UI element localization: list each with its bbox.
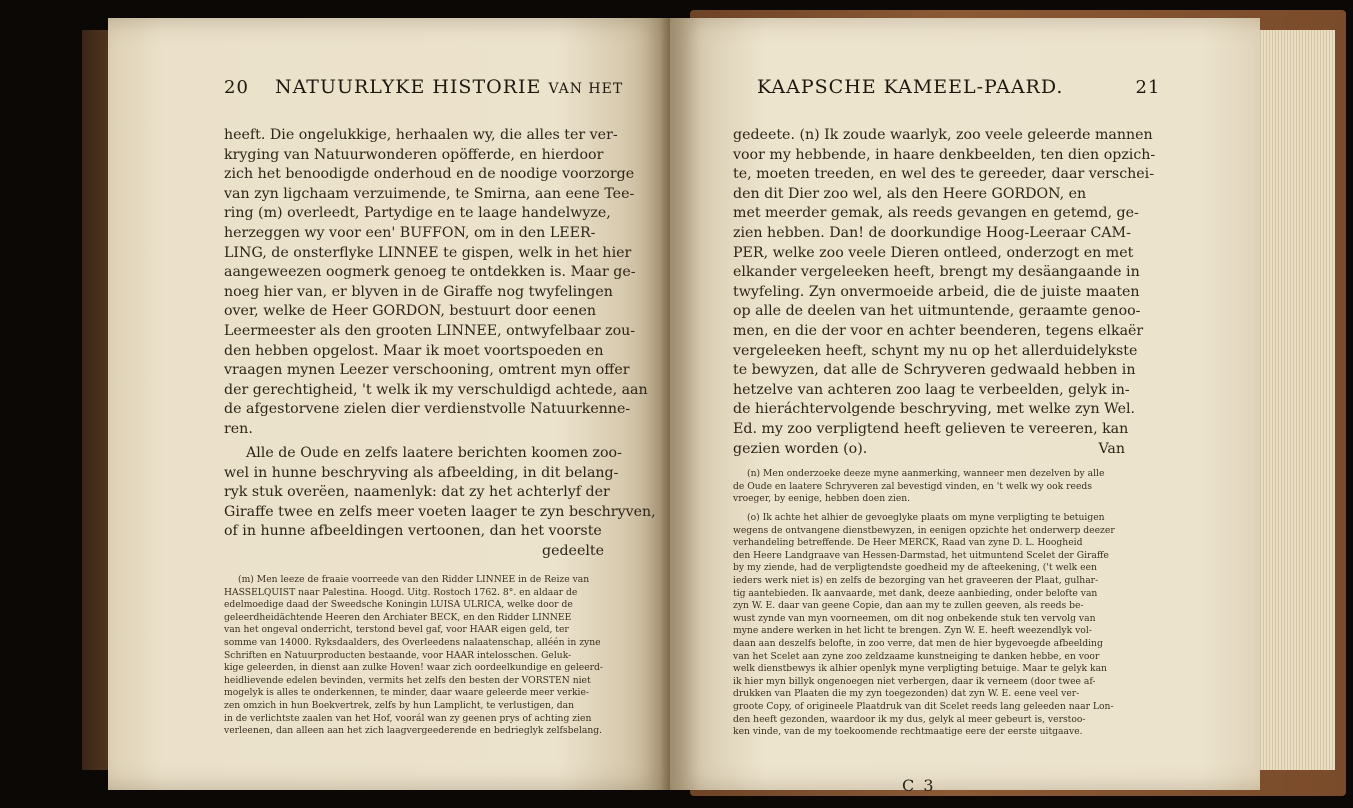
left-body-text — [224, 126, 648, 440]
text-line: PER, welke zoo veele Dieren ontleed, onderzogt en met — [733, 244, 1134, 261]
text-line: op alle de deelen van het uitmuntende, geraamte genoo- — [733, 303, 1141, 320]
text-line: kige geleerden, in dienst aan zulke Hoven! waar zich oordeelkundige en geleerd- — [224, 662, 604, 674]
text-line: den Heere Landgraave van Hessen-Darmstad, het uitmuntend Scelet der Giraffe — [733, 549, 1109, 561]
right-catchword-line — [733, 440, 1125, 460]
text-line: Ed. my zoo verpligtend heeft gelieven te vereeren, kan — [733, 420, 1129, 437]
text-line: edelmoedige daad der Sweedsche Koningin LUISA ULRICA, welke door de — [224, 599, 573, 611]
signature-mark: C 3 — [902, 776, 936, 795]
text-line: vergeleeken heeft, schynt my nu op het allerduidelykste — [733, 342, 1138, 359]
text-line: geleerdheidächtende Heeren den Archiater BECK, en den Ridder LINNEE — [224, 611, 572, 623]
text-line: de afgestorvene zielen dier verdienstvolle Natuurkenne- — [224, 401, 631, 418]
text-line: Leermeester als den grooten LINNEE, ontwyfelbaar zou- — [224, 322, 636, 339]
text-line: hetzelve van achteren zoo laag te verbeelden, gelyk in- — [733, 381, 1130, 398]
text-line: aangeweezen oogmerk genoeg te ontdekken is. Maar ge- — [224, 264, 636, 281]
text-line: ken vinde, van de my toekoomende rechtmaatige eere der eerste uitgaave. — [733, 726, 1083, 738]
right-body-text — [733, 126, 1156, 459]
text-line: heidlievende edelen bevinden, vermits het zelfs den besten der VORSTEN niet — [224, 674, 591, 686]
text-line: de hieráchtervolgende beschryving, met welke zyn Wel. — [733, 401, 1136, 418]
text-line: den heeft gezonden, waardoor ik my dus, gelyk al meer gebeurt is, verstoo- — [733, 713, 1086, 725]
text-line: (n) Men onderzoeke deeze myne aanmerking, wanneer men dezelven by alle — [747, 468, 1105, 479]
left-page-header — [224, 76, 624, 106]
text-line: Giraffe twee en zelfs meer voeten laager te zyn beschryven, — [224, 503, 656, 520]
text-line: verleenen, dan alleen aan het zich laagvergeederende en bedrieglyk zelfsbelang. — [224, 725, 603, 737]
text-line: met meerder gemak, als reeds gevangen en getemd, ge- — [733, 205, 1139, 222]
text-line: HASSELQUIST naar Palestina. Hoogd. Uitg. Rostoch 1762. 8°. en aldaar de — [224, 586, 578, 598]
text-line: twyfeling. Zyn onvermoeide arbeid, die de juiste maaten — [733, 283, 1140, 300]
text-line: heeft. Die ongelukkige, herhaalen wy, die alles ter ver- — [224, 127, 618, 143]
text-line: daan aan deszelfs belofte, in zoo verre, dat men de hier bygevoegde afbeelding — [733, 637, 1103, 649]
text-line: noeg hier van, er blyven in de Giraffe nog twyfelingen — [224, 283, 613, 300]
text-line: mogelyk is alles te onderkennen, te minder, daar waare geleerde meer verkie- — [224, 687, 590, 699]
text-line: kryging van Natuurwonderen opöfferde, en hierdoor — [224, 146, 604, 163]
text-line: in de verlichtste zaalen van het Hof, voorál wan zy geenen prys of achting zien — [224, 712, 592, 724]
text-line: vroeger, by eenige, hebben doen zien. — [733, 493, 911, 505]
text-line: ik hier myn billyk ongenoegen niet verbergen, daar ik verneem (door twee af- — [733, 675, 1096, 687]
right-footnote-o — [733, 512, 1125, 739]
text-line: vraagen mynen Leezer verschooning, omtrent myn offer — [224, 362, 630, 379]
left-catchword: gedeelte — [542, 543, 604, 559]
left-catchword-line — [224, 542, 604, 562]
text-line: tig aantebieden. Ik aanvaarde, met dank, deeze aanbieding, onder belofte van — [733, 587, 1098, 599]
text-line: somme van 14000. Ryksdaalders, des Overleedens nalaatenschap, alléén in zyne — [224, 636, 601, 648]
text-line: men, en die der voor en achter beenderen, tegens elkaër — [733, 322, 1144, 339]
text-line: voor my hebbende, in haare denkbeelden, ten dien opzich- — [733, 146, 1156, 163]
text-line: zen omzich in hun Boekvertrek, zelfs by hun Lamplicht, te verlustigen, dan — [224, 699, 574, 711]
text-line: wel in hunne beschryving als afbeelding, in dit belang- — [224, 464, 619, 481]
right-footnote-n — [733, 468, 1125, 506]
text-line: of in hunne afbeeldingen vertoonen, dan het voorste — [224, 523, 602, 540]
right-page-header — [757, 76, 1161, 106]
text-line: wegens de ontvangene dienstbewyzen, in eenigen opzichte het onderwerp deezer — [733, 524, 1115, 536]
text-line: (o) Ik achte het alhier de gevoeglyke plaats om myne verpligting te betuigen — [747, 512, 1105, 523]
text-line: Schriften en Natuurproducten bestaande, voor HAAR intelosschen. Geluk- — [224, 649, 572, 661]
text-line: verhandeling betreffende. De Heer MERCK, Raad van zyne D. L. Hoogheid — [733, 537, 1083, 549]
text-line: over, welke de Heer GORDON, bestuurt door eenen — [224, 303, 597, 320]
text-line: den hebben opgelost. Maar ik moet voortspoeden en — [224, 342, 604, 359]
left-running-title: NATUURLYKE HISTORIE — [275, 76, 542, 98]
text-line: (m) Men leeze de fraaie voorreede van den Ridder LINNEE in de Reize van — [238, 574, 590, 585]
text-line: ryk stuk overëen, naamenlyk: dat zy het achterlyf der — [224, 484, 610, 501]
text-line: herzeggen wy voor een' BUFFON, om in den LEER- — [224, 224, 596, 241]
text-line: gedeete. (n) Ik zoude waarlyk, zoo veele geleerde mannen — [733, 127, 1153, 143]
text-line: drukken van Plaaten die my zyn toegezonden) dat zyn W. E. eene veel ver- — [733, 688, 1080, 700]
text-line: ren. — [224, 420, 253, 437]
text-line: zien hebben. Dan! de doorkundige Hoog-Leeraar CAM- — [733, 224, 1131, 241]
left-running-title-tail: VAN HET — [548, 81, 624, 97]
text-line: ieders werk niet is) en zelfs de bezorging van het graveeren der Plaat, gulhar- — [733, 574, 1099, 586]
text-line: myne andere werken in het licht te brengen. Zyn W. E. heeft weezendlyk vol- — [733, 625, 1092, 637]
text-line: de Oude en laatere Schryveren zal bevestigd vinden, en 't welk wy ook reeds — [733, 480, 1093, 492]
text-line: zyn W. E. daar van geene Copie, dan aan my te zullen geeven, als reeds be- — [733, 600, 1084, 612]
text-line: Alle de Oude en zelfs laatere berichten koomen zoo- — [246, 445, 622, 461]
text-line: den dit Dier zoo wel, als den Heere GORDON, en — [733, 185, 1087, 202]
right-catchword: Van — [1098, 441, 1125, 457]
text-line: ring (m) overleedt, Partydige en te laage handelwyze, — [224, 205, 611, 222]
left-body-text-paragraph-2 — [224, 444, 656, 542]
text-line: van het Scelet aan zyne zoo zeldzaame kunstneiging te danken hebbe, en voor — [733, 650, 1100, 662]
right-running-title: KAAPSCHE KAMEEL-PAARD. — [757, 76, 1064, 98]
text-line: te, moeten treeden, en wel des te gereeder, daar verschei- — [733, 166, 1155, 183]
text-line: elkander vergeleeken heeft, brengt my desäangaande in — [733, 264, 1140, 281]
text-line: by my ziende, had de verpligtendste goedheid my de afteekening, ('t welk een — [733, 562, 1097, 574]
right-page-number: 21 — [1135, 77, 1161, 98]
text-line: van het ongeval onderricht, terstond bevel gaf, voor HAAR eigen geld, ter — [224, 624, 569, 636]
text-line: te bewyzen, dat alle de Schryveren gedwaald hebben in — [733, 362, 1136, 379]
text-line: groote Copy, of origineele Plaatdruk van dit Scelet reeds lang geleeden naar Lon- — [733, 700, 1114, 712]
text-line: zich het benoodigde onderhoud en de noodige voorzorge — [224, 166, 635, 183]
text-line: der gerechtigheid, 't welk ik my verschuldigd achtede, aan — [224, 381, 648, 398]
text-line: gezien worden (o). — [733, 440, 868, 457]
text-line: wust zynde van myn voorneemen, om dit nog onbekende stuk ten vervolg van — [733, 612, 1096, 624]
text-line: LING, de onsterflyke LINNEE te gispen, welk in het hier — [224, 244, 632, 261]
left-page-number: 20 — [224, 77, 249, 98]
left-footnote — [224, 574, 604, 738]
text-line: van zyn ligchaam verzuimende, te Smirna, aan eene Tee- — [224, 185, 635, 202]
text-line: welk dienstbewys ik alhier openlyk myne verpligting betuige. Maar te gelyk kan — [733, 663, 1107, 675]
